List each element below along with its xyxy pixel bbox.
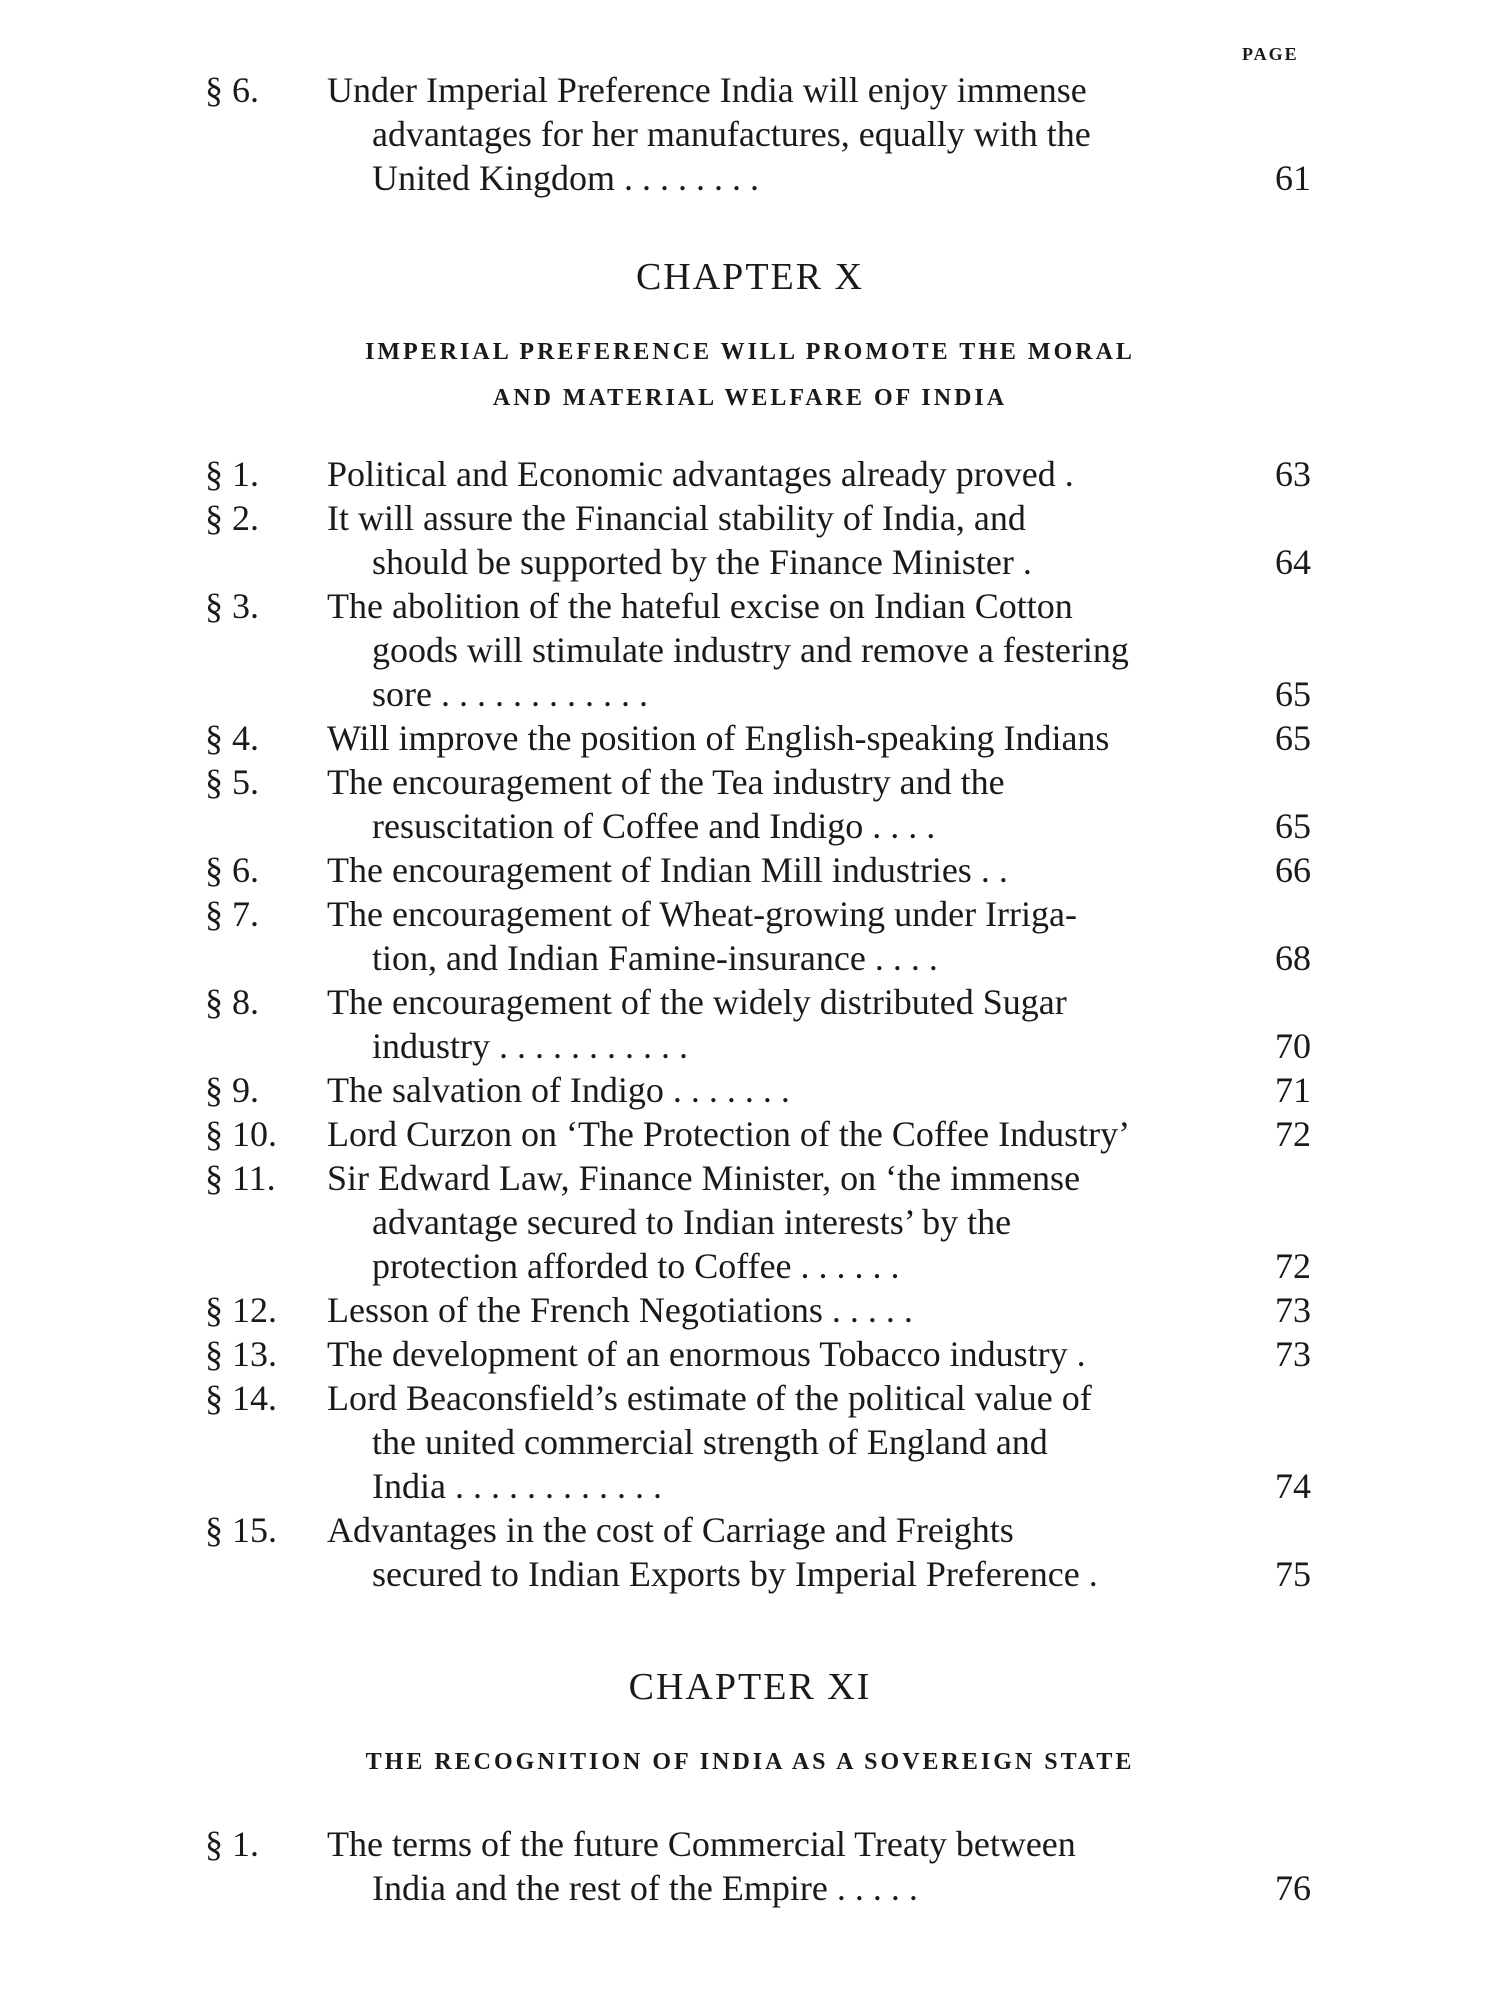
toc-entry bbox=[205, 1376, 1335, 1508]
page-number: 66 bbox=[1275, 850, 1311, 890]
entry-title: Will improve the position of English-speaking Indians bbox=[327, 718, 1110, 758]
entry-title: Under Imperial Preference India will enjoy immense advantages for her manufactures, equally with the United Kingdom . . . . . . . . bbox=[327, 70, 1091, 198]
section-number: § 13. bbox=[205, 1334, 277, 1374]
page-number: 70 bbox=[1275, 1026, 1311, 1066]
toc-entry bbox=[205, 760, 1335, 848]
page-number: 72 bbox=[1275, 1246, 1311, 1286]
section-number: § 2. bbox=[205, 498, 259, 538]
section-number: § 15. bbox=[205, 1510, 277, 1550]
section-number: § 11. bbox=[205, 1158, 276, 1198]
entry-title: Lord Curzon on ‘The Protection of the Coffee Industry’ bbox=[327, 1114, 1131, 1154]
toc-entry-top bbox=[205, 68, 1335, 200]
entry-title: The terms of the future Commercial Treaty between India and the rest of the Empire . . . . . bbox=[327, 1824, 1076, 1908]
section-number: § 3. bbox=[205, 586, 259, 626]
entry-title: It will assure the Financial stability of India, and should be supported by the Finance Minister . bbox=[327, 498, 1032, 582]
entry-title: The encouragement of Indian Mill industries . . bbox=[327, 850, 1008, 890]
chapter-heading: CHAPTER X bbox=[635, 256, 865, 298]
section-number: § 12. bbox=[205, 1290, 277, 1330]
toc-entry bbox=[205, 848, 1335, 892]
entry-title: Sir Edward Law, Finance Minister, on ‘the immense advantage secured to Indian interests’ by the protection afforded to Coffee . . . . . . bbox=[327, 1158, 1081, 1286]
page-number: 73 bbox=[1275, 1290, 1311, 1330]
entry-title: The encouragement of Wheat-growing under Irriga- tion, and Indian Famine-insurance . . . . bbox=[327, 894, 1078, 978]
section-number: § 10. bbox=[205, 1114, 277, 1154]
entry-title: The encouragement of the Tea industry and the resuscitation of Coffee and Indigo . . . . bbox=[327, 762, 1005, 846]
section-number: § 1. bbox=[205, 1824, 259, 1864]
toc-entry bbox=[205, 496, 1335, 584]
toc-entry bbox=[205, 452, 1335, 496]
page-column-label: PAGE bbox=[1242, 44, 1299, 64]
section-number: § 7. bbox=[205, 894, 259, 934]
toc-entry bbox=[205, 1332, 1335, 1376]
toc-entry bbox=[205, 1288, 1335, 1332]
section-number: § 4. bbox=[205, 718, 259, 758]
entry-title: Political and Economic advantages already proved . bbox=[327, 454, 1074, 494]
entry-title: The salvation of Indigo . . . . . . . bbox=[327, 1070, 790, 1110]
entry-title: The development of an enormous Tobacco industry . bbox=[327, 1334, 1086, 1374]
section-number: § 9. bbox=[205, 1070, 259, 1110]
page-number: 63 bbox=[1275, 454, 1311, 494]
toc-entry bbox=[205, 1822, 1335, 1910]
toc-entry bbox=[205, 1068, 1335, 1112]
section-number: § 5. bbox=[205, 762, 259, 802]
chapter-subtitle: AND MATERIAL WELFARE OF INDIA bbox=[492, 385, 1008, 411]
page-number: 68 bbox=[1275, 938, 1311, 978]
page-number: 76 bbox=[1275, 1868, 1311, 1908]
toc-entry bbox=[205, 1156, 1335, 1288]
page-number: 75 bbox=[1275, 1554, 1311, 1594]
chapter-heading: CHAPTER XI bbox=[628, 1666, 872, 1708]
toc-entry bbox=[205, 1508, 1335, 1596]
page-number: 65 bbox=[1275, 674, 1311, 714]
page-number: 64 bbox=[1275, 542, 1311, 582]
entry-title: The encouragement of the widely distributed Sugar industry . . . . . . . . . . . bbox=[327, 982, 1067, 1066]
section-number: § 6. bbox=[205, 850, 259, 890]
page-number: 65 bbox=[1275, 806, 1311, 846]
toc-entry bbox=[205, 1112, 1335, 1156]
toc-entry bbox=[205, 716, 1335, 760]
page-number: 71 bbox=[1275, 1070, 1311, 1110]
page-number: 74 bbox=[1275, 1466, 1311, 1506]
toc-entry bbox=[205, 584, 1335, 716]
entry-title: The abolition of the hateful excise on Indian Cotton goods will stimulate industry and remove a festering sore . . . . . . . . . . . . bbox=[327, 586, 1129, 714]
page-number: 61 bbox=[1275, 158, 1311, 198]
entry-title: Lesson of the French Negotiations . . . . . bbox=[327, 1290, 913, 1330]
chapter-subtitle: THE RECOGNITION OF INDIA AS A SOVEREIGN STATE bbox=[365, 1749, 1135, 1775]
section-number: § 14. bbox=[205, 1378, 277, 1418]
section-number: § 8. bbox=[205, 982, 259, 1022]
section-number: § 1. bbox=[205, 454, 259, 494]
page-number: 65 bbox=[1275, 718, 1311, 758]
entry-title: Lord Beaconsfield’s estimate of the political value of the united commercial strength of England and India . . . . . . . . . . . . bbox=[327, 1378, 1092, 1506]
page-number: 73 bbox=[1275, 1334, 1311, 1374]
toc-entry bbox=[205, 980, 1335, 1068]
page-number: 72 bbox=[1275, 1114, 1311, 1154]
entry-title: Advantages in the cost of Carriage and Freights secured to Indian Exports by Imperial Preference . bbox=[327, 1510, 1098, 1594]
toc-entry bbox=[205, 892, 1335, 980]
section-number: § 6. bbox=[205, 70, 259, 110]
chapter-subtitle: IMPERIAL PREFERENCE WILL PROMOTE THE MORAL bbox=[365, 339, 1135, 365]
